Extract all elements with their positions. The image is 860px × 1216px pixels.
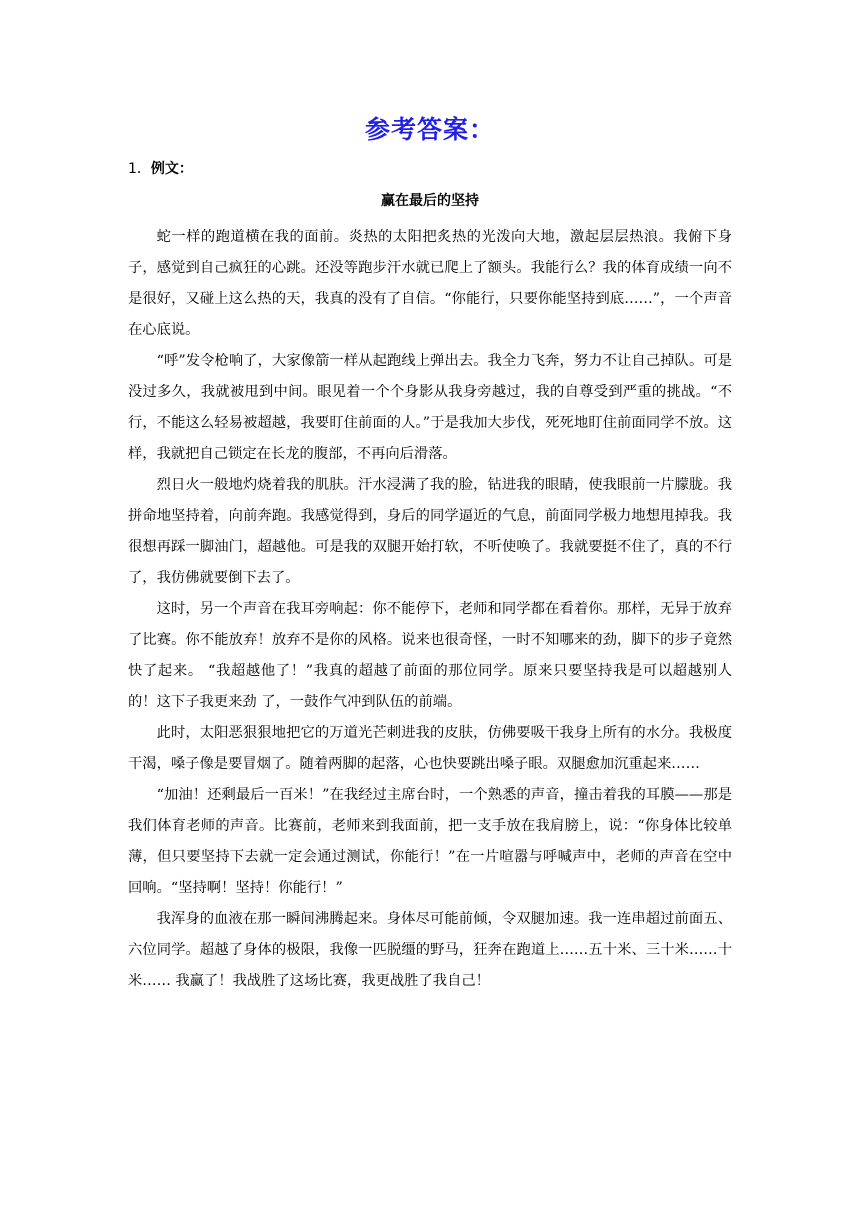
- essay-paragraph: 我浑身的血液在那一瞬间沸腾起来。身体尽可能前倾，令双腿加速。我一连串超过前面五、六位同学。超越了身体的极限，我像一匹脱缰的野马，狂奔在跑道上……五十米、三十米……十米…… 我赢了！我战胜了这场比赛，我更战胜了我自己！: [128, 911, 732, 989]
- essay-paragraph: 此时，太阳恶狠狠地把它的万道光芒刺进我的皮肤，仿佛要吸干我身上所有的水分。我极度干渴，嗓子像是要冒烟了。随着两脚的起落，心也快要跳出嗓子眼。双腿愈加沉重起来……: [128, 725, 732, 772]
- essay-paragraph: 这时，另一个声音在我耳旁响起：你不能停下，老师和同学都在看着你。那样，无异于放弃了比赛。你不能放弃！放弃不是你的风格。说来也很奇怪，一时不知哪来的劲，脚下的步子竟然快了起来。 “我超越他了！”我真的超越了前面的那位同学。原来只要坚持我是可以超越别人的！这下子我更来劲 了，一鼓作气冲到队伍的前端。: [128, 601, 732, 710]
- essay-paragraph: 蛇一样的跑道横在我的面前。炎热的太阳把炙热的光泼向大地，激起层层热浪。我俯下身子，感觉到自己疯狂的心跳。还没等跑步汗水就已爬上了额头。我能行么？我的体育成绩一向不是很好，又碰上这么热的天，我真的没有了自信。“你能行，只要你能坚持到底……”，一个声音在心底说。: [128, 229, 732, 338]
- essay-paragraph: “呼”发令枪响了，大家像箭一样从起跑线上弹出去。我全力飞奔，努力不让自己掉队。可是没过多久，我就被甩到中间。眼见着一个个身影从我身旁越过，我的自尊受到严重的挑战。“不行，不能这么轻易被超越，我要盯住前面的人。”于是我加大步伐，死死地盯住前面同学不放。这样，我就把自己锁定在长龙的腹部，不再向后滑落。: [128, 353, 732, 462]
- question-number: 1．: [128, 161, 151, 177]
- question-label: 例文：: [150, 161, 193, 177]
- essay-body: [128, 222, 732, 997]
- essay-paragraph: 烈日火一般地灼烧着我的肌肤。汗水浸满了我的脸，钻进我的眼睛，使我眼前一片朦胧。我拼命地坚持着，向前奔跑。我感觉得到，身后的同学逼近的气息，前面同学极力地想甩掉我。我很想再踩一脚油门，超越他。可是我的双腿开始打软，不听使唤了。我就要挺不住了，真的不行了，我仿佛就要倒下去了。: [128, 477, 732, 586]
- answer-heading: 参考答案：: [364, 115, 495, 144]
- question-header: [128, 158, 193, 178]
- essay-title: 赢在最后的坚持: [381, 193, 479, 209]
- essay-paragraph: “加油！还剩最后一百米！”在我经过主席台时，一个熟悉的声音，撞击着我的耳膜——那是我们体育老师的声音。比赛前，老师来到我面前，把一支手放在我肩膀上，说：“你身体比较单薄，但只要坚持下去就一定会通过测试，你能行！”在一片喧嚣与呼喊声中，老师的声音在空中回响。“坚持啊！坚持！你能行！”: [128, 787, 732, 896]
